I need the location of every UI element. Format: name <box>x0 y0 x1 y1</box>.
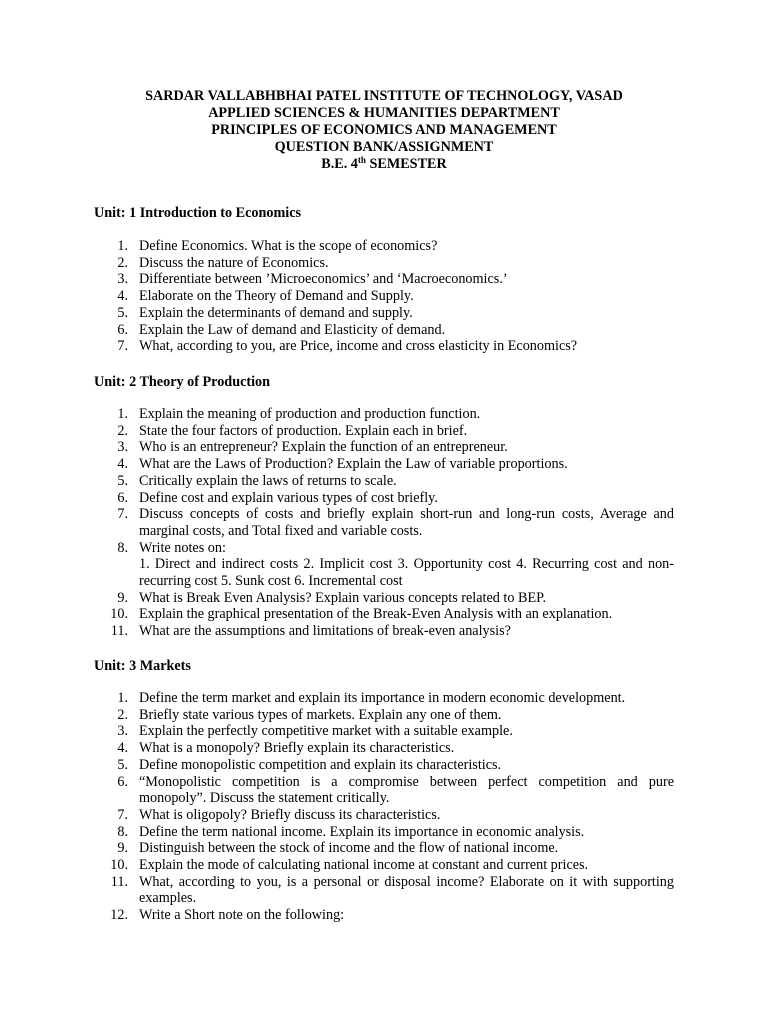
question-item: 9. Distinguish between the stock of income and the flow of national income. <box>117 840 559 857</box>
question-item: 5. Define monopolistic competition and explain its characteristics. <box>117 756 502 773</box>
question-subitems: 1. Direct and indirect costs 2. Implicit cost 3. Opportunity cost 4. Recurring cost and non-recurring cost 5. Sunk cost 6. Incremental cost <box>139 556 674 590</box>
question-item: 4. What are the Laws of Production? Explain the Law of variable proportions. <box>117 456 568 473</box>
question-item: 7. What, according to you, are Price, income and cross elasticity in Economics? <box>117 338 578 355</box>
question-item: 8. Define the term national income. Explain its importance in economic analysis. <box>117 823 585 840</box>
question-item: 2. State the four factors of production. Explain each in brief. <box>117 422 468 439</box>
question-item: 2. Briefly state various types of markets. Explain any one of them. <box>117 706 502 723</box>
document-type: QUESTION BANK/ASSIGNMENT <box>274 139 494 155</box>
unit-2-title: Unit: 2 Theory of Production <box>94 374 271 390</box>
question-item: 6. Define cost and explain various types of cost briefly. <box>117 489 438 506</box>
semester-label: B.E. 4th SEMESTER <box>321 155 447 172</box>
department-name: APPLIED SCIENCES & HUMANITIES DEPARTMENT <box>208 105 560 121</box>
question-item: 1. Define the term market and explain its importance in modern economic development. <box>117 690 626 706</box>
question-item: 10. Explain the graphical presentation of the Break-Even Analysis with an explanation. <box>110 606 613 623</box>
question-item: 10. Explain the mode of calculating national income at constant and current prices. <box>110 857 589 874</box>
question-item: 7. Discuss concepts of costs and briefly explain short-run and long-run costs, Average and marginal costs, and Total fixed and variable costs. <box>117 506 674 539</box>
unit-1-title: Unit: 1 Introduction to Economics <box>94 205 302 221</box>
question-item: 11. What, according to you, is a personal or disposal income? Elaborate on it with supporting examples. <box>110 873 674 907</box>
question-item: 2. Discuss the nature of Economics. <box>117 254 329 271</box>
institute-name: SARDAR VALLABHBHAI PATEL INSTITUTE OF TECHNOLOGY, VASAD <box>145 88 623 104</box>
question-item: 5. Critically explain the laws of returns to scale. <box>117 472 397 489</box>
unit-1-questions <box>94 238 674 355</box>
question-item: 6. “Monopolistic competition is a compromise between perfect competition and pure monopoly”. Discuss the statement critically. <box>117 773 674 807</box>
question-item: 7. What is oligopoly? Briefly discuss its characteristics. <box>117 806 441 823</box>
question-item: 12. Write a Short note on the following: <box>110 907 345 924</box>
question-item: 4. What is a monopoly? Briefly explain its characteristics. <box>117 740 455 757</box>
unit-3-questions <box>94 690 674 924</box>
question-item: 1. Define Economics. What is the scope of economics? <box>117 238 438 254</box>
unit-3-title: Unit: 3 Markets <box>94 658 191 674</box>
question-item: 3. Differentiate between ’Microeconomics’ and ‘Macroeconomics.’ <box>117 271 508 288</box>
question-item: 6. Explain the Law of demand and Elasticity of demand. <box>117 321 446 338</box>
document-header <box>0 88 768 173</box>
question-item: 4. Elaborate on the Theory of Demand and Supply. <box>117 288 414 305</box>
unit-2-questions <box>94 406 674 640</box>
question-item: 3. Explain the perfectly competitive market with a suitable example. <box>117 723 513 740</box>
course-title: PRINCIPLES OF ECONOMICS AND MANAGEMENT <box>211 122 557 138</box>
question-item: 3. Who is an entrepreneur? Explain the function of an entrepreneur. <box>117 439 508 456</box>
question-item: 1. Explain the meaning of production and production function. <box>117 406 481 422</box>
question-item: 11. What are the assumptions and limitations of break-even analysis? <box>110 623 511 640</box>
question-item: 8. Write notes on: 1. Direct and indirect costs 2. Implicit cost 3. Opportunity cost 4. Recurring cost and non-recurring cost 5. Sunk cost 6. Incremental cost <box>117 539 674 590</box>
question-item: 5. Explain the determinants of demand and supply. <box>117 304 413 321</box>
question-item: 9. What is Break Even Analysis? Explain various concepts related to BEP. <box>117 589 547 606</box>
